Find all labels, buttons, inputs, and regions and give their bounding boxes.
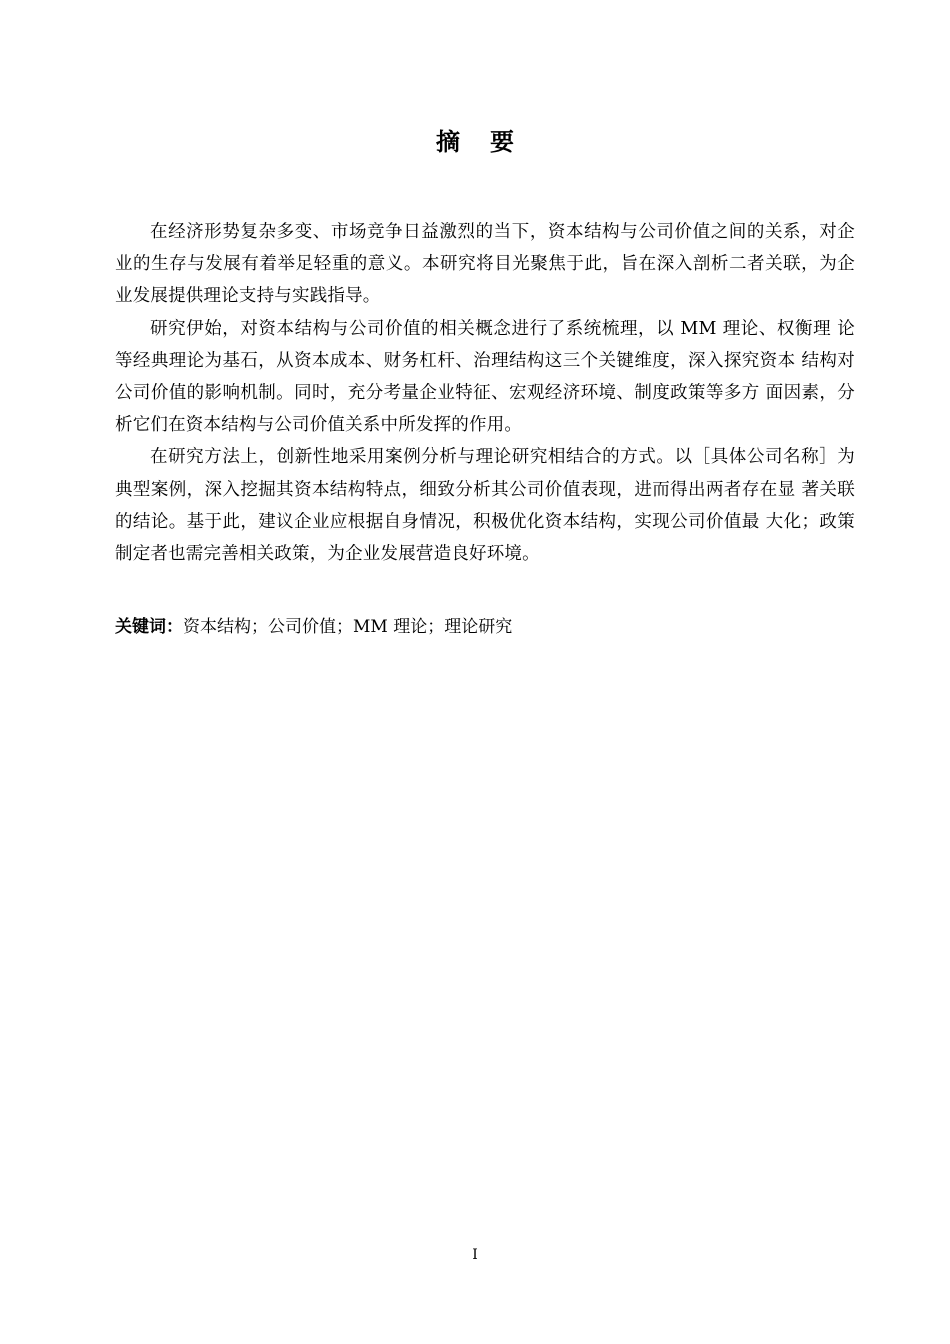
page-number: I xyxy=(472,1247,478,1263)
keywords-line xyxy=(115,613,855,641)
abstract-body xyxy=(115,216,855,570)
page-title: 摘要 xyxy=(436,128,544,156)
abstract-paragraph-2: 研究伊始，对资本结构与公司价值的相关概念进行了系统梳理，以 MM 理论、权衡理 论等经典理论为基石，从资本成本、财务杠杆、治理结构这三个关键维度，深入探究资本 结构对公司价值的影响机制。同时，充分考量企业特征、宏观经济环境、制度政策等多方 面因素，分析它们在资本结构与公司价值关系中所发挥的作用。 xyxy=(115,318,855,436)
keywords-terms: 资本结构；公司价值；MM 理论；理论研究 xyxy=(183,617,513,637)
abstract-paragraph-1: 在经济形势复杂多变、市场竞争日益激烈的当下，资本结构与公司价值之间的关系，对企业的生存与发展有着举足轻重的意义。本研究将目光聚焦于此，旨在深入剖析二者关联，为企业发展提供理论支持与实践指导。 xyxy=(115,222,855,307)
abstract-paragraph-3: 在研究方法上，创新性地采用案例分析与理论研究相结合的方式。以［具体公司名称］为典型案例，深入挖掘其资本结构特点，细致分析其公司价值表现，进而得出两者存在显 著关联的结论。基于此，建议企业应根据自身情况，积极优化资本结构，实现公司价值最 大化；政策制定者也需完善相关政策，为企业发展营造良好环境。 xyxy=(115,447,855,565)
keywords-label: 关键词： xyxy=(115,617,183,637)
